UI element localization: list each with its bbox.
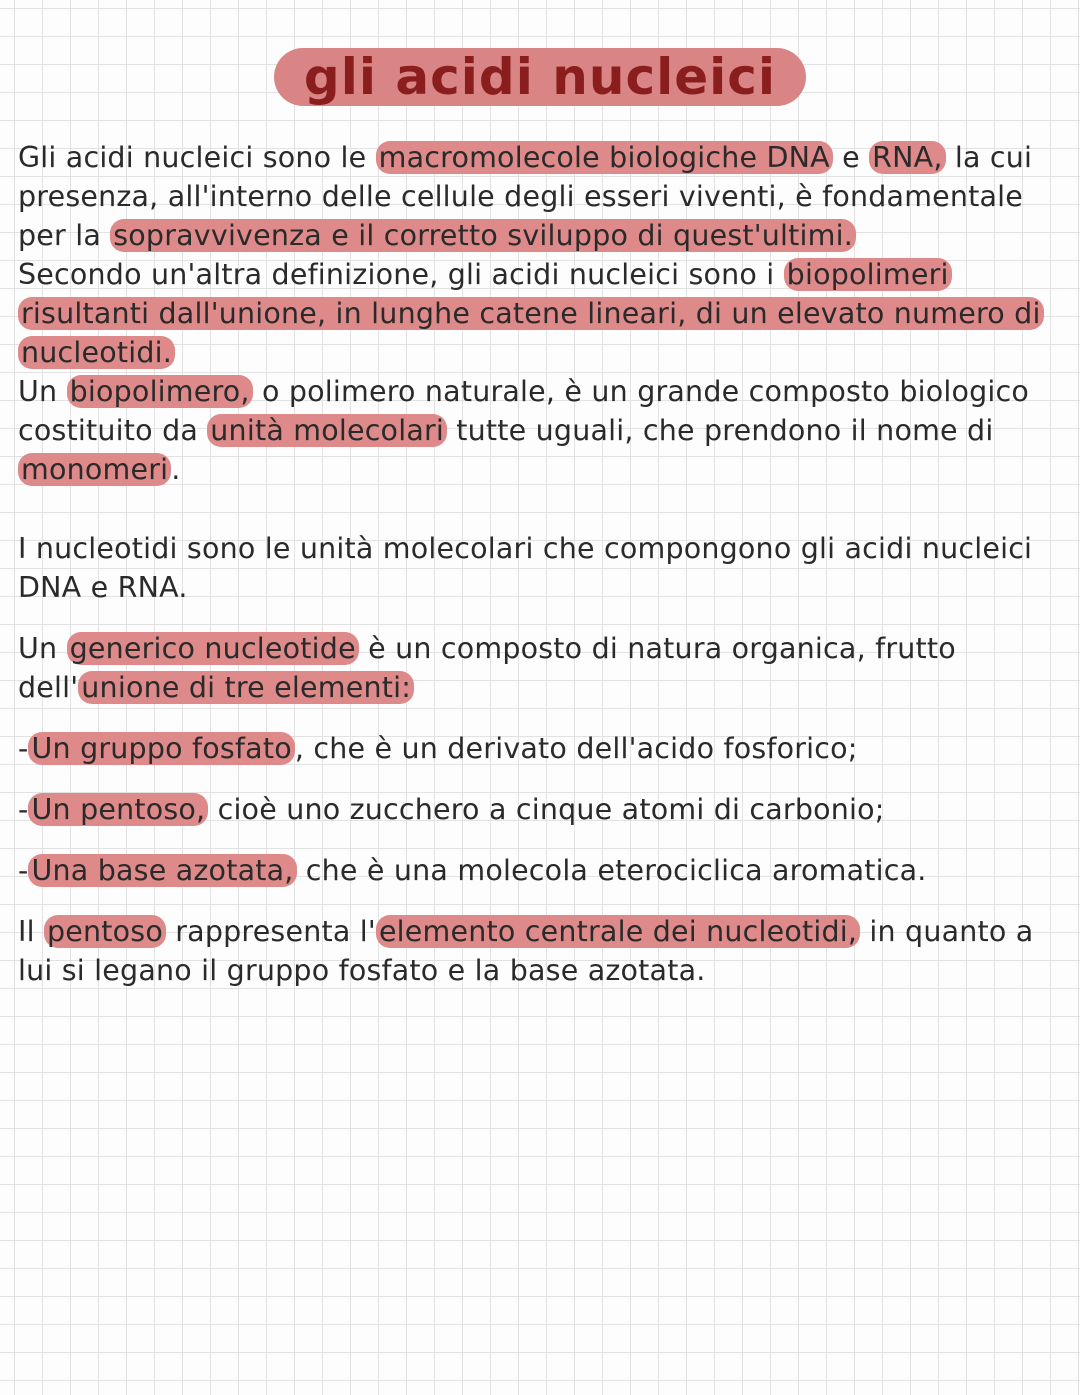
text-span: .: [171, 453, 181, 486]
highlight-pentoso: Un pentoso,: [28, 793, 208, 826]
text-span: Gli acidi nucleici sono le: [18, 141, 376, 174]
text-span: I nucleotidi sono le unità molecolari che compongono gli acidi nucleici DNA e RNA.: [18, 532, 1033, 604]
highlight-generico-nucleotide: generico nucleotide: [67, 632, 359, 665]
list-dash: -: [18, 854, 29, 887]
text-span: o polimero naturale, è un grande composto biologico costituito da: [18, 375, 1030, 447]
text-span: che è una molecola eterociclica aromatica.: [296, 854, 927, 887]
text-span: Il: [18, 915, 44, 948]
highlight-rna: RNA,: [869, 141, 945, 174]
highlight-biopolimeri: biopolimeri risultanti dall'unione, in lunghe catene lineari, di un elevato numero di nucleotidi.: [18, 258, 1044, 369]
text-span: cioè uno zucchero a cinque atomi di carbonio;: [208, 793, 885, 826]
text-span: in quanto a lui si legano il gruppo fosfato e la base azotata.: [18, 915, 1034, 987]
highlight-monomeri: monomeri: [18, 453, 171, 486]
list-item: [18, 790, 1063, 829]
list-dash: -: [18, 732, 29, 765]
list-item: [18, 851, 1063, 890]
text-span: la cui presenza, all'interno delle cellule degli esseri viventi, è fondamentale per la: [18, 141, 1033, 252]
text-span: Un: [18, 375, 67, 408]
highlight-sopravvivenza: sopravvivenza e il corretto sviluppo di quest'ultimi.: [110, 219, 856, 252]
list-item: [18, 729, 1063, 768]
highlight-elemento-centrale: elemento centrale dei nucleotidi,: [376, 915, 860, 948]
text-span: , che è un derivato dell'acido fosforico;: [294, 732, 858, 765]
notes-body: [18, 138, 1063, 990]
text-span: e: [832, 141, 870, 174]
text-span: Secondo un'altra definizione, gli acidi nucleici sono i: [18, 258, 784, 291]
title-container: [0, 48, 1080, 106]
highlight-macromolecole: macromolecole biologiche DNA: [376, 141, 833, 174]
highlight-pentoso-word: pentoso: [44, 915, 166, 948]
text-span: è un composto di natura organica, frutto dell': [18, 632, 956, 704]
page-title: gli acidi nucleici: [274, 48, 806, 106]
paragraph-nucleotidi: [18, 529, 1063, 607]
highlight-gruppo-fosfato: Un gruppo fosfato: [28, 732, 294, 765]
highlight-biopolimero: biopolimero,: [67, 375, 253, 408]
list-dash: -: [18, 793, 29, 826]
paragraph-definition: [18, 138, 1063, 255]
highlight-tre-elementi: unione di tre elementi:: [78, 671, 414, 704]
text-span: tutte uguali, che prendono il nome di: [447, 414, 994, 447]
highlight-base-azotata: Una base azotata,: [28, 854, 296, 887]
text-span: Un: [18, 632, 67, 665]
paragraph-biopolimero: [18, 372, 1063, 489]
text-span: rappresenta l': [165, 915, 376, 948]
paragraph-generico-nucleotide: [18, 629, 1063, 707]
paragraph-second-definition: [18, 255, 1063, 372]
highlight-unita-molecolari: unità molecolari: [207, 414, 447, 447]
paragraph-pentoso-centrale: [18, 912, 1063, 990]
